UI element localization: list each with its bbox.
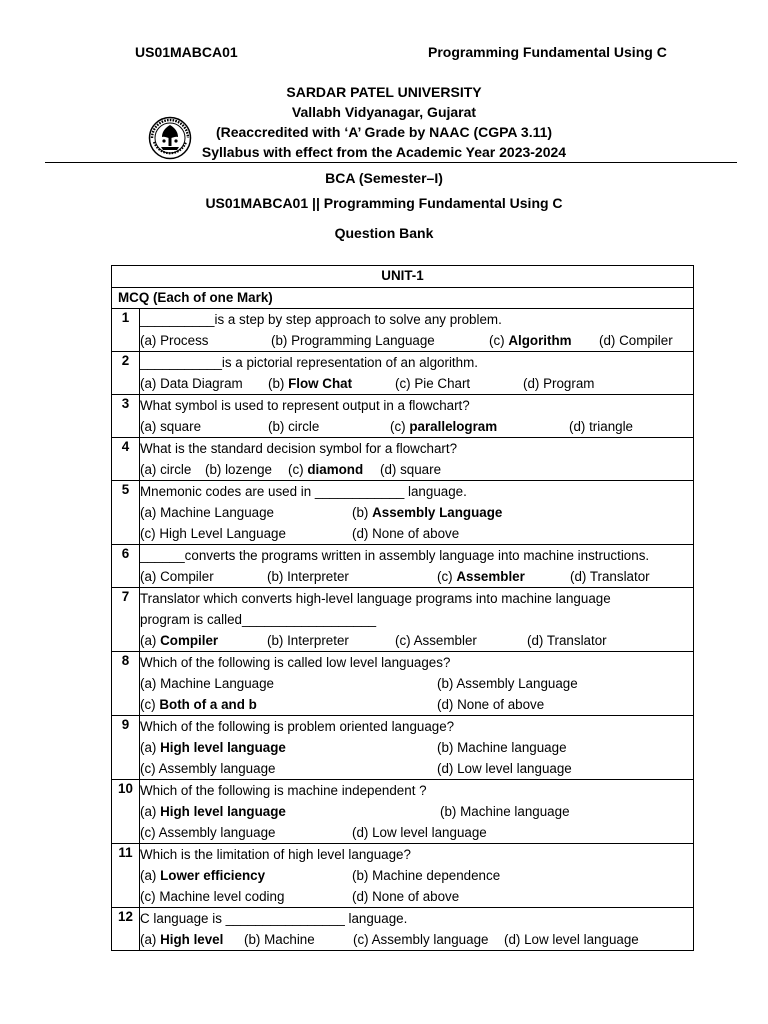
options-row	[140, 801, 693, 822]
question-text: program is called__________________	[140, 612, 377, 627]
options-row	[140, 330, 693, 351]
question-number: 3	[112, 395, 140, 438]
university-location: Vallabh Vidyanagar, Gujarat	[291, 104, 477, 120]
question-number: 1	[112, 309, 140, 352]
option: (a) Process	[140, 333, 209, 348]
question-number: 5	[112, 481, 140, 545]
document-title: Question Bank	[334, 225, 434, 241]
option-prefix: (c)	[390, 419, 410, 434]
question-content	[140, 395, 694, 438]
correct-answer: Algorithm	[508, 333, 572, 348]
question-number: 4	[112, 438, 140, 481]
question-row	[112, 908, 694, 951]
option: (a) Data Diagram	[140, 376, 243, 391]
option: (a) square	[140, 419, 202, 434]
question-number: 10	[112, 780, 140, 844]
question-text: __________is a step by step approach to solve any problem.	[140, 312, 502, 327]
course-code-header: US01MABCA01	[135, 44, 238, 60]
correct-answer: Assembly Language	[372, 505, 503, 520]
option: (b) circle	[268, 419, 320, 434]
option: (c) Assembly language	[140, 761, 276, 776]
correct-answer: High level language	[160, 804, 286, 819]
correct-answer: Lower efficiency	[160, 868, 266, 883]
option-correct	[288, 459, 363, 480]
option: (c) Machine level coding	[140, 889, 285, 904]
unit-row	[112, 266, 694, 288]
question-content	[140, 652, 694, 716]
question-content	[140, 588, 694, 652]
question-text: Which of the following is machine independent ?	[140, 783, 427, 798]
option: (b) Machine dependence	[352, 868, 501, 883]
option-correct	[268, 373, 352, 394]
option: (b) Machine language	[440, 804, 570, 819]
option-prefix: (b)	[268, 376, 289, 391]
question-number: 8	[112, 652, 140, 716]
option-correct	[140, 630, 218, 651]
question-row	[112, 652, 694, 716]
question-number: 9	[112, 716, 140, 780]
option: (a) Machine Language	[140, 505, 274, 520]
question-content	[140, 352, 694, 395]
options-row	[140, 886, 693, 907]
question-content	[140, 481, 694, 545]
question-row	[112, 481, 694, 545]
syllabus-line: Syllabus with effect from the Academic Year 2023-2024	[201, 144, 567, 160]
option-correct	[437, 566, 525, 587]
program-semester: BCA (Semester–I)	[325, 170, 443, 186]
university-name: SARDAR PATEL UNIVERSITY	[286, 84, 482, 100]
option: (b) Programming Language	[271, 333, 435, 348]
question-row	[112, 438, 694, 481]
question-text: ______converts the programs written in assembly language into machine instructions.	[140, 548, 650, 563]
question-content	[140, 908, 694, 951]
unit-heading: UNIT-1	[112, 266, 694, 288]
course-line: US01MABCA01 || Programming Fundamental Using C	[205, 195, 563, 211]
correct-answer: High level language	[160, 740, 286, 755]
question-text: Which of the following is called low level languages?	[140, 655, 451, 670]
question-row	[112, 716, 694, 780]
options-row	[140, 822, 693, 843]
option: (b) Interpreter	[267, 569, 349, 584]
option: (a) Machine Language	[140, 676, 274, 691]
options-row	[140, 865, 693, 886]
option: (b) Machine	[244, 932, 315, 947]
option: (d) Program	[523, 376, 595, 391]
question-number: 7	[112, 588, 140, 652]
option: (a) Compiler	[140, 569, 214, 584]
question-row	[112, 844, 694, 908]
option: (d) Translator	[570, 569, 650, 584]
section-row	[112, 288, 694, 309]
option: (c) Assembler	[395, 633, 477, 648]
option: (d) Low level language	[504, 932, 639, 947]
option-correct	[352, 502, 502, 523]
question-row	[112, 309, 694, 352]
correct-answer: diamond	[307, 462, 364, 477]
correct-answer: parallelogram	[409, 419, 498, 434]
options-row	[140, 502, 693, 523]
question-content	[140, 780, 694, 844]
course-title-header: Programming Fundamental Using C	[428, 44, 667, 60]
option-prefix: (a)	[140, 740, 161, 755]
correct-answer: High level	[160, 932, 224, 947]
question-content	[140, 545, 694, 588]
options-row	[140, 373, 693, 394]
question-text: Which of the following is problem oriented language?	[140, 719, 455, 734]
option: (d) None of above	[437, 697, 545, 712]
correct-answer: Flow Chat	[288, 376, 353, 391]
options-row	[140, 630, 693, 651]
options-row	[140, 737, 693, 758]
question-text: ___________is a pictorial representation of an algorithm.	[140, 355, 478, 370]
option-prefix: (c)	[140, 697, 160, 712]
correct-answer: Assembler	[456, 569, 525, 584]
option-prefix: (c)	[489, 333, 509, 348]
accreditation-line: (Reaccredited with ‘A’ Grade by NAAC (CGPA 3.11)	[215, 124, 553, 140]
option: (b) Interpreter	[267, 633, 349, 648]
options-row	[140, 694, 693, 715]
question-content	[140, 716, 694, 780]
option: (c) Assembly language	[140, 825, 276, 840]
option: (b) Machine language	[437, 740, 567, 755]
option: (d) Compiler	[599, 333, 673, 348]
section-heading: MCQ (Each of one Mark)	[112, 288, 694, 309]
option-prefix: (a)	[140, 932, 161, 947]
option-correct	[140, 929, 223, 950]
option: (d) Translator	[527, 633, 607, 648]
option-prefix: (c)	[288, 462, 308, 477]
question-row	[112, 352, 694, 395]
option: (d) None of above	[352, 889, 460, 904]
question-number: 12	[112, 908, 140, 951]
question-row	[112, 780, 694, 844]
option: (b) Assembly Language	[437, 676, 578, 691]
options-row	[140, 416, 693, 437]
question-text: Mnemonic codes are used in ____________ language.	[140, 484, 467, 499]
question-text: Which is the limitation of high level language?	[140, 847, 411, 862]
correct-answer: Compiler	[160, 633, 219, 648]
option: (c) High Level Language	[140, 526, 286, 541]
question-content	[140, 438, 694, 481]
option-prefix: (a)	[140, 804, 161, 819]
question-content	[140, 844, 694, 908]
option: (c) Pie Chart	[395, 376, 471, 391]
question-text: What symbol is used to represent output in a flowchart?	[140, 398, 470, 413]
question-text: What is the standard decision symbol for a flowchart?	[140, 441, 458, 456]
question-bank-table	[111, 265, 694, 951]
option-prefix: (c)	[437, 569, 457, 584]
option-correct	[390, 416, 497, 437]
option: (b) lozenge	[205, 462, 272, 477]
options-row	[140, 758, 693, 779]
option-correct	[140, 737, 286, 758]
options-row	[140, 929, 693, 950]
option-correct	[140, 694, 257, 715]
option: (d) Low level language	[437, 761, 572, 776]
option-correct	[140, 865, 265, 886]
option: (d) square	[380, 462, 442, 477]
question-row	[112, 395, 694, 438]
option-prefix: (a)	[140, 633, 161, 648]
options-row	[140, 459, 693, 480]
options-row	[140, 566, 693, 587]
question-number: 11	[112, 844, 140, 908]
option-prefix: (a)	[140, 868, 161, 883]
question-number: 2	[112, 352, 140, 395]
question-number: 6	[112, 545, 140, 588]
option-correct	[140, 801, 286, 822]
option: (c) Assembly language	[353, 932, 489, 947]
option: (d) None of above	[352, 526, 460, 541]
question-text: C language is ________________ language.	[140, 911, 408, 926]
question-content	[140, 309, 694, 352]
option-correct	[489, 330, 572, 351]
option: (d) Low level language	[352, 825, 487, 840]
correct-answer: Both of a and b	[159, 697, 257, 712]
option-prefix: (b)	[352, 505, 373, 520]
options-row	[140, 523, 693, 544]
header-divider	[45, 162, 737, 163]
option: (a) circle	[140, 462, 192, 477]
question-row	[112, 545, 694, 588]
options-row	[140, 673, 693, 694]
question-text: Translator which converts high-level language programs into machine language	[140, 591, 611, 606]
question-row	[112, 588, 694, 652]
option: (d) triangle	[569, 419, 634, 434]
